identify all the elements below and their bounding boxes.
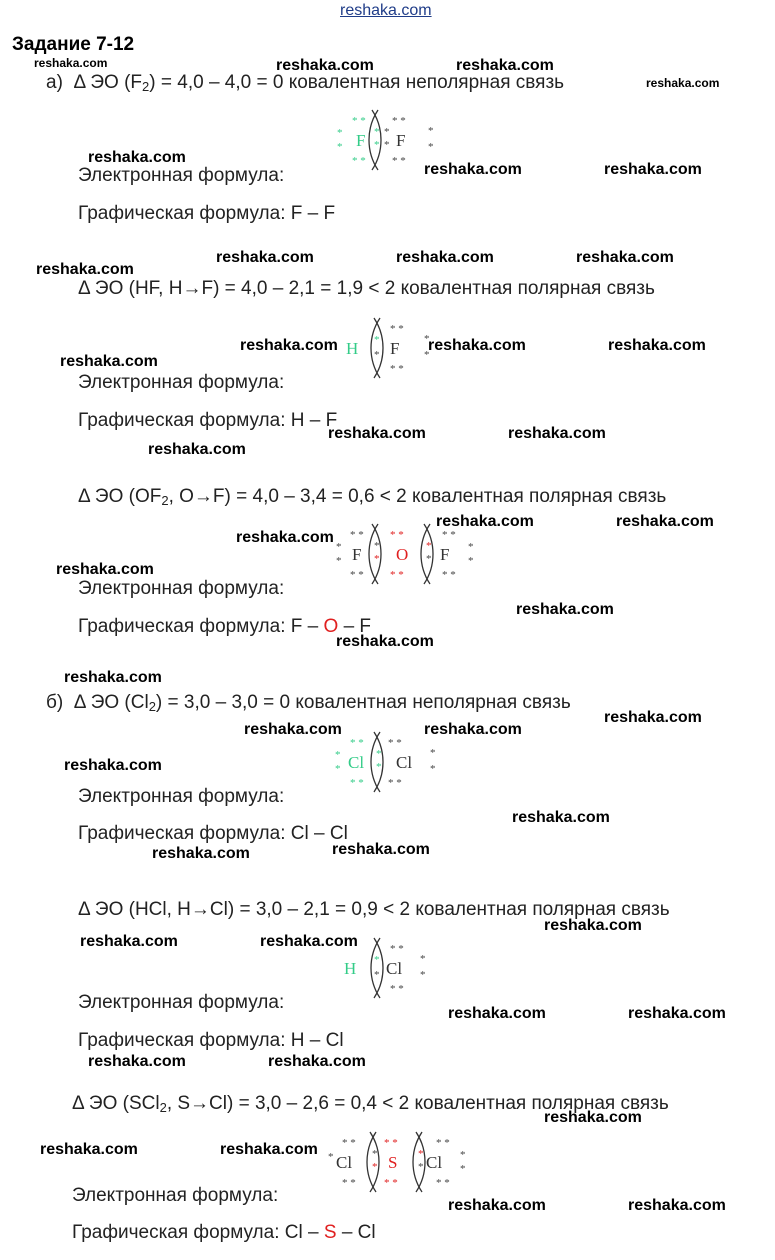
electronic-label: Электронная формула: [78,372,285,393]
graphic-value: Cl – [284,1222,324,1243]
atom-label: S [388,1153,398,1172]
electron-diagram-hf [340,316,440,380]
watermark: reshaka.com [40,1141,138,1158]
watermark: reshaka.com [60,353,158,370]
atom-label: Cl [348,753,365,772]
svg-text:* *: * * [390,943,404,955]
equation-of2 [78,486,666,508]
atom-label: F [390,339,400,358]
graphic-formula [78,823,348,845]
svg-text:* *: * * [384,1137,398,1149]
watermark: reshaka.com [516,601,614,618]
graphic-label: Графическая формула: [78,823,286,844]
svg-text:*: * [430,763,436,775]
equation-hcl: Δ ЭО (HCl, H→Cl) = 3,0 – 2,1 = 0,9 < 2 ковалентная полярная связь [78,899,670,920]
graphic-label: Графическая формула: [78,616,286,637]
svg-text:*: * [337,127,343,139]
watermark: reshaka.com [64,757,162,774]
graphic-label: Графическая формула: [78,1030,286,1051]
svg-text:*: * [336,555,342,567]
svg-text:* *: * * [388,737,402,749]
watermark: reshaka.com [646,76,720,90]
watermark: reshaka.com [576,249,674,266]
svg-text:* *: * * [390,983,404,995]
svg-text:*: * [374,349,380,361]
graphic-value: – F [338,616,372,637]
eq-sub: 2 [142,79,150,94]
atom-label: F [396,131,406,150]
watermark: reshaka.com [608,337,706,354]
watermark: reshaka.com [240,337,338,354]
watermark: reshaka.com [36,261,134,278]
graphic-value-highlight: S [323,1222,337,1243]
svg-text:* *: * * [342,1137,356,1149]
electron-diagram-scl2 [326,1130,476,1194]
watermark: reshaka.com [436,513,534,530]
svg-text:* *: * * [392,155,406,167]
watermark: reshaka.com [88,149,186,166]
equation-hf: Δ ЭО (HF, H→F) = 4,0 – 2,1 = 1,9 < 2 ковалентная полярная связь [78,278,655,299]
graphic-label: Графическая формула: [78,410,286,431]
graphic-formula [78,1030,344,1052]
svg-text:* *: * * [352,115,366,127]
watermark: reshaka.com [216,249,314,266]
svg-text:*: * [420,969,426,981]
watermark: reshaka.com [332,841,430,858]
svg-text:*: * [337,141,343,153]
watermark: reshaka.com [268,1053,366,1070]
atom-label: F [352,545,362,564]
svg-text:*: * [460,1149,466,1161]
graphic-formula [78,410,337,432]
svg-text:*: * [374,954,380,966]
watermark: reshaka.com [328,425,426,442]
eq-text-post: ) = 4,0 – 4,0 = 0 ковалентная неполярная связь [149,72,565,93]
atom-label: Cl [426,1153,443,1172]
graphic-label: Графическая формула: [78,203,286,224]
graphic-value: Cl – Cl [290,823,348,844]
electron-diagram-of2 [330,522,480,586]
svg-text:*: * [374,126,380,138]
graphic-value: F – F [290,203,336,224]
svg-text:*: * [428,125,434,137]
svg-text:* *: * * [350,569,364,581]
watermark: reshaka.com [80,933,178,950]
part-label-b: б) [46,692,64,713]
svg-text:*: * [374,969,380,981]
svg-text:*: * [384,126,390,138]
svg-text:*: * [372,1148,378,1160]
electron-diagram-cl2 [330,730,445,794]
svg-text:* *: * * [350,777,364,789]
watermark: reshaka.com [604,161,702,178]
atom-label: O [396,545,409,564]
watermark: reshaka.com [88,1053,186,1070]
watermark: reshaka.com [152,845,250,862]
watermark: reshaka.com [244,721,342,738]
graphic-formula [78,203,335,225]
eq-text-post: , O→F) = 4,0 – 3,4 = 0,6 < 2 ковалентная полярная связь [168,486,667,507]
svg-text:* *: * * [350,737,364,749]
watermark: reshaka.com [148,441,246,458]
graphic-formula [72,1222,376,1244]
watermark: reshaka.com [276,57,374,74]
svg-text:* *: * * [442,529,456,541]
graphic-value: H – Cl [290,1030,344,1051]
svg-text:*: * [418,1161,424,1173]
atom-label: F [356,131,366,150]
electronic-label: Электронная формула: [78,992,285,1013]
svg-text:* *: * * [390,529,404,541]
watermark: reshaka.com [628,1197,726,1214]
svg-text:* *: * * [390,363,404,375]
svg-text:*: * [426,553,432,565]
svg-text:*: * [374,540,380,552]
svg-text:* *: * * [442,569,456,581]
svg-text:*: * [418,1148,424,1160]
atom-label: F [440,545,450,564]
graphic-value-highlight: O [323,616,339,637]
electronic-label: Электронная формула: [78,786,285,807]
graphic-value: F – [290,616,324,637]
svg-text:*: * [428,141,434,153]
watermark: reshaka.com [544,1109,642,1126]
svg-text:*: * [460,1163,466,1175]
equation-f2 [46,72,564,94]
site-link[interactable]: reshaka.com [340,2,432,19]
svg-text:*: * [335,763,341,775]
svg-text:* *: * * [388,777,402,789]
atom-label: H [344,959,357,978]
eq-sub: 2 [148,699,156,714]
eq-sub: 2 [159,1100,167,1115]
graphic-value: – Cl [336,1222,376,1243]
eq-sub: 2 [161,493,169,508]
svg-text:*: * [384,139,390,151]
watermark: reshaka.com [448,1197,546,1214]
watermark: reshaka.com [512,809,610,826]
watermark: reshaka.com [544,917,642,934]
task-title: Задание 7-12 [12,34,135,55]
svg-text:*: * [424,333,430,345]
svg-text:*: * [376,761,382,773]
watermark: reshaka.com [448,1005,546,1022]
svg-text:*: * [372,1161,378,1173]
eq-text-post: ) = 3,0 – 3,0 = 0 ковалентная неполярная связь [155,692,571,713]
eq-text: Δ ЭО (F [73,72,143,93]
watermark: reshaka.com [424,161,522,178]
eq-text: Δ ЭО (Cl [73,692,149,713]
svg-text:*: * [376,748,382,760]
svg-text:*: * [335,749,341,761]
svg-text:*: * [374,553,380,565]
svg-text:* *: * * [390,323,404,335]
electronic-label: Электронная формула: [72,1185,279,1206]
svg-text:*: * [374,139,380,151]
electronic-label: Электронная формула: [78,165,285,186]
svg-text:* *: * * [350,529,364,541]
svg-text:* *: * * [352,155,366,167]
eq-text-post: , S→Cl) = 3,0 – 2,6 = 0,4 < 2 ковалентная полярная связь [166,1093,669,1114]
eq-text: Δ ЭО (OF [78,486,162,507]
watermark: reshaka.com [56,561,154,578]
graphic-formula [78,616,371,638]
electronic-label: Электронная формула: [78,578,285,599]
svg-text:*: * [328,1151,334,1163]
svg-text:* *: * * [392,115,406,127]
svg-text:* *: * * [384,1177,398,1189]
watermark: reshaka.com [260,933,358,950]
svg-text:* *: * * [436,1137,450,1149]
watermark: reshaka.com [424,721,522,738]
svg-text:* *: * * [342,1177,356,1189]
svg-text:*: * [426,540,432,552]
watermark: reshaka.com [220,1141,318,1158]
graphic-value: H – F [290,410,338,431]
atom-label: Cl [386,959,403,978]
svg-text:*: * [420,953,426,965]
svg-text:* *: * * [390,569,404,581]
watermark: reshaka.com [236,529,334,546]
svg-text:*: * [468,555,474,567]
watermark: reshaka.com [456,57,554,74]
watermark: reshaka.com [628,1005,726,1022]
watermark: reshaka.com [604,709,702,726]
atom-label: Cl [336,1153,353,1172]
eq-text: Δ ЭО (SCl [72,1093,160,1114]
watermark: reshaka.com [396,249,494,266]
watermark: reshaka.com [336,633,434,650]
watermark: reshaka.com [34,56,108,70]
svg-text:* *: * * [436,1177,450,1189]
svg-text:*: * [424,349,430,361]
svg-text:*: * [374,334,380,346]
watermark: reshaka.com [508,425,606,442]
atom-label: Cl [396,753,413,772]
atom-label: H [346,339,359,358]
watermark: reshaka.com [616,513,714,530]
svg-text:*: * [336,541,342,553]
watermark: reshaka.com [428,337,526,354]
svg-text:*: * [468,541,474,553]
part-label-a: а) [46,72,63,93]
equation-cl2 [46,692,571,714]
graphic-label: Графическая формула: [72,1222,280,1243]
watermark: reshaka.com [64,669,162,686]
svg-text:*: * [430,747,436,759]
